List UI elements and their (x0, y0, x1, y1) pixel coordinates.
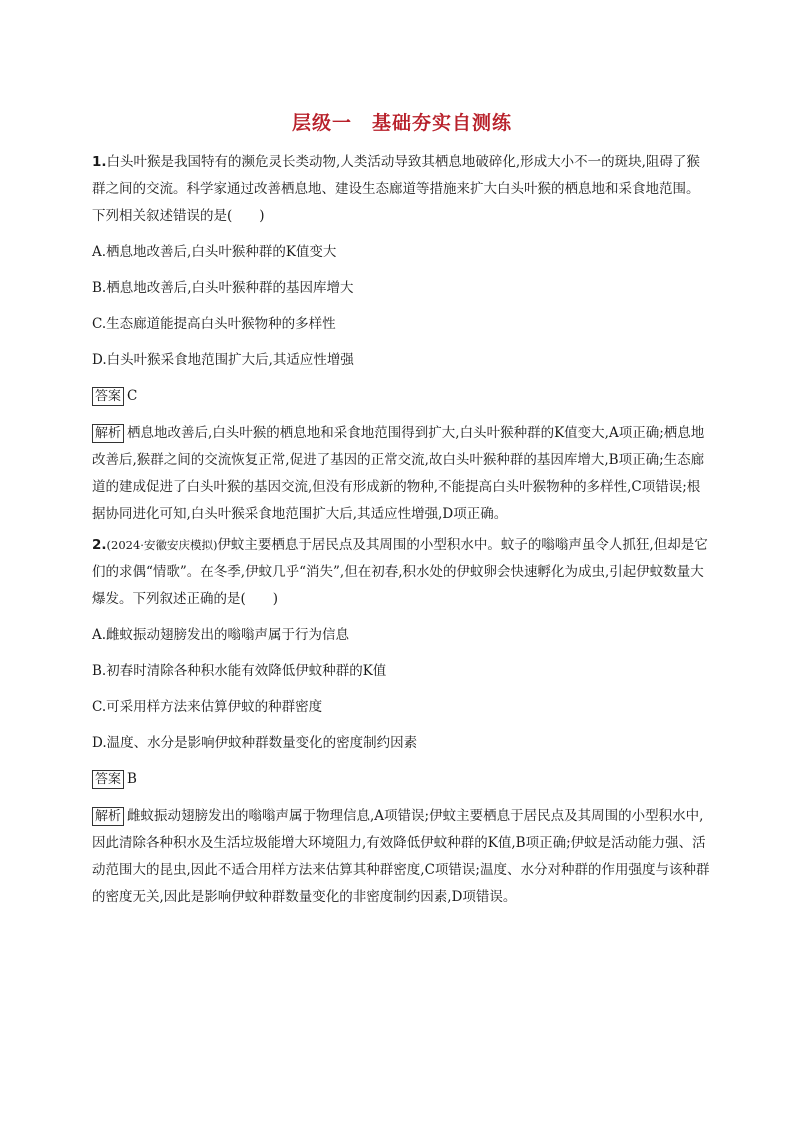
option-a: A.雌蚊振动翅膀发出的嗡嗡声属于行为信息 (92, 627, 350, 643)
question-2-number: 2. (92, 537, 107, 553)
question-1-number: 1. (92, 154, 107, 170)
explanation-text: 雌蚊振动翅膀发出的嗡嗡声属于物理信息,A项错误;伊蚊主要栖息于居民点及其周围的小型积水中,因此清除各种积水及生活垃圾能增大环境阻力,有效降低伊蚊种群的K值,B项正确;伊蚊是活动能力强、活动范围大的昆虫,因此不适合用样方法来估算其种群密度,C项错误;温度、水分对种群的作用强度与该种群的密度无关,因此是影响伊蚊种群数量变化的非密度制约因素,D项错误。 (92, 808, 710, 905)
question-1-text: 白头叶猴是我国特有的濒危灵长类动物,人类活动导致其栖息地破碎化,形成大小不一的斑块,阻碍了猴群之间的交流。科学家通过改善栖息地、建设生态廊道等措施来扩大白头叶猴的栖息地和采食地范围。下列相关叙述错误的是( ) (92, 154, 700, 224)
answer-label: 答案 (92, 387, 124, 406)
section-title: 层级一 基础夯实自测练 (291, 112, 512, 134)
question-1 (92, 149, 712, 528)
option-d: D.温度、水分是影响伊蚊种群数量变化的密度制约因素 (92, 735, 418, 751)
answer-value: C (127, 388, 138, 404)
option-c: C.生态廊道能提高白头叶猴物种的多样性 (92, 316, 336, 332)
question-2 (92, 532, 712, 911)
option-a: A.栖息地改善后,白头叶猴种群的K值变大 (92, 244, 337, 260)
question-2-options (92, 625, 712, 753)
explanation-1 (92, 420, 712, 528)
explanation-text: 栖息地改善后,白头叶猴的栖息地和采食地范围得到扩大,白头叶猴种群的K值变大,A项正确;栖息地改善后,猴群之间的交流恢复正常,促进了基因的正常交流,故白头叶猴种群的基因库增大,B项正确;生态廊道的建成促进了白头叶猴的基因交流,但没有形成新的物种,不能提高白头叶猴物种的多样性,C项错误;根据协同进化可知,白头叶猴采食地范围扩大后,其适应性增强,D项正确。 (92, 425, 705, 522)
question-2-stem (92, 532, 712, 613)
document-page (92, 100, 712, 915)
question-2-text: 伊蚊主要栖息于居民点及其周围的小型积水中。蚊子的嗡嗡声虽令人抓狂,但却是它们的求偶“情歌”。在冬季,伊蚊几乎“消失”,但在初春,积水处的伊蚊卵会快速孵化为成虫,引起伊蚊数量大爆发。下列叙述正确的是( ) (92, 537, 708, 607)
option-b: B.初春时清除各种积水能有效降低伊蚊种群的K值 (92, 663, 387, 679)
option-b: B.栖息地改善后,白头叶猴种群的基因库增大 (92, 280, 354, 296)
question-2-source: (2024·安徽安庆模拟) (106, 538, 218, 552)
explanation-2 (92, 803, 712, 911)
answer-1 (92, 386, 712, 406)
option-c: C.可采用样方法来估算伊蚊的种群密度 (92, 699, 323, 715)
explanation-label: 解析 (92, 807, 124, 826)
answer-value: B (127, 771, 137, 787)
option-d: D.白头叶猴采食地范围扩大后,其适应性增强 (92, 352, 354, 368)
answer-label: 答案 (92, 770, 124, 789)
question-1-stem (92, 149, 712, 230)
answer-2 (92, 769, 712, 789)
question-1-options (92, 242, 712, 370)
explanation-label: 解析 (92, 424, 124, 443)
